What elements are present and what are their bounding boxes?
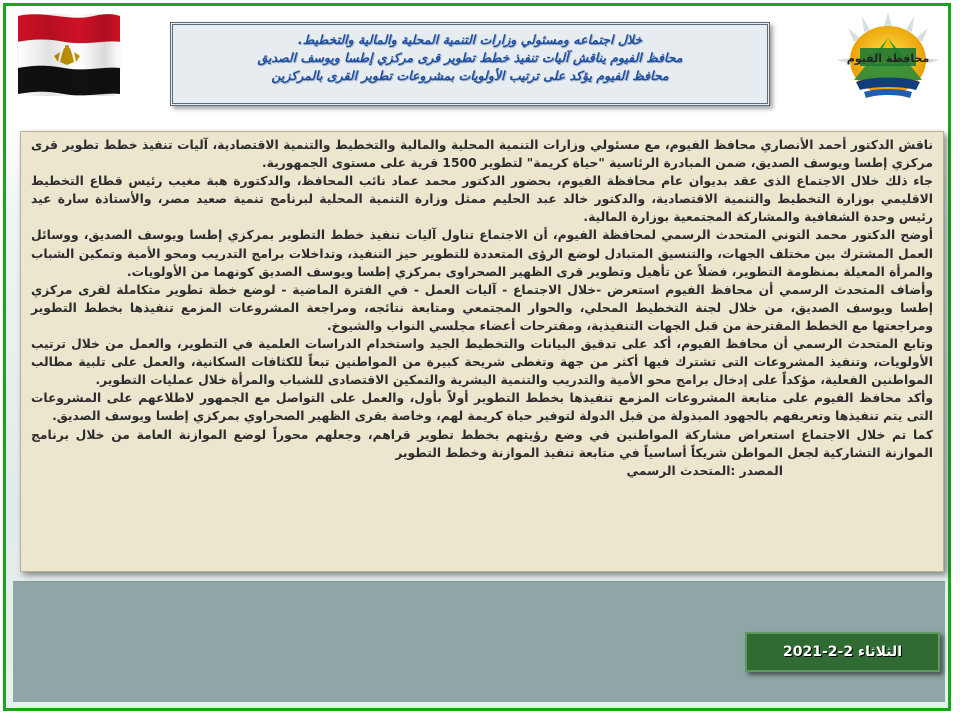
egypt-flag-icon (14, 10, 124, 102)
date-label: الثلاثاء 2-2-2021 (782, 644, 903, 660)
article-paragraph: وأضاف المتحدث الرسمي أن محافظ الفيوم استعرض -خلال الاجتماع - آليات العمل - في الفترة الماضية - لوضع خطة تطوير متكاملة لقرى مركزي إطسا ويوسف الصديق، من خلال لجنة التخطيط المحلي، والحوار المجتمعي ومتابعة نتائجه، ومراجعة المشروعات المزمع تنفيذها بخطط التطوير ومراجعتها مع الخطط المقترحة من قبل الجهات التنفيذية، ومقترحات أعضاء مجلسي النواب والشيوخ. (31, 282, 933, 333)
article-paragraph: أوضح الدكتور محمد التوني المتحدث الرسمي لمحافظة الفيوم، أن الاجتماع تناول آليات تنفيذ خطط التطوير بمركزي إطسا ويوسف الصديق، ووسائل العمل المشترك بين مختلف الجهات، والتنسيق المتبادل لوضع الرؤى المتعددة للتطوير حيز التنفيذ، وتداخلات برامج التدريب ومحو الأمية وتمكين الشباب والمرأة المعيلة بمنظومة التطوير، فضلاً عن تأهيل وتطوير قرى الظهير الصحراوى بمركزي إطسا ويوسف الصديق كونهما من الأولويات. (31, 228, 933, 279)
headline-line-2: محافظ الفيوم يناقش آليات تنفيذ خطط تطوير قرى مركزي إطسا ويوسف الصديق (257, 50, 683, 65)
headline-box (170, 22, 770, 106)
article-paragraph: وأكد محافظ الفيوم على متابعة المشروعات المزمع تنفيذها بخطط التطوير أولاً بأول، والعمل على التواصل مع الجمهور لاطلاعهم على المشروعات التى يتم تنفيذها وتعريفهم بالجهود المبذولة من قبل الدولة لتوفير حياة كريمة لهم، وخاصة بقرى الظهير الصحراوي بمركزي إطسا ويوسف الصديق. (31, 391, 933, 424)
article-body (20, 131, 944, 572)
date-badge (745, 632, 940, 672)
fayoum-governorate-logo-icon (830, 8, 946, 110)
headline-line-3: محافظ الفيوم يؤكد على ترتيب الأولويات بمشروعات تطوير القرى بالمركزين (271, 68, 669, 83)
logo-caption: محافظة الفيوم (846, 52, 930, 65)
article-paragraph: جاء ذلك خلال الاجتماع الذى عقد بديوان عام محافظة الفيوم، بحضور الدكتور محمد عماد نائب المحافظ، والدكتورة هبة مغيب رئيس قطاع التخطيط الاقليمي بوزارة التخطيط والتنمية الاقتصادية، والدكتور خالد عبد الحليم ممثل وزارة التنمية المحلية لبرنامج تنمية صعيد مصر، والأستاذة سارة عيد رئيس وحدة الشفافية والمشاركة المجتمعية بوزارة المالية. (31, 174, 933, 225)
article-source: المصدر :المتحدث الرسمي (626, 463, 783, 478)
article-paragraph: كما تم خلال الاجتماع استعراض مشاركة المواطنين في وضع رؤيتهم بخطط تطوير قراهم، وجعلهم محوراً لوضع الموازنة العامة من خلال برنامج الموازنة التشاركية لجعل المواطن شريكاً أساسياً في متابعة تنفيذ الموازنة وخطط التطوير (31, 427, 933, 460)
headline-line-1: خلال اجتماعه ومسئولي وزارات التنمية المحلية والمالية والتخطيط. (297, 32, 643, 47)
article-paragraph: ناقش الدكتور أحمد الأنصاري محافظ الفيوم، مع مسئولي وزارات التنمية المحلية والمالية والتخطيط والتنمية الاقتصادية، آليات تنفيذ خطط تطوير قرى مركزي إطسا ويوسف الصديق، ضمن المبادرة الرئاسية "حياة كريمة" لتطوير 1500 قرية على مستوى الجمهورية. (31, 138, 933, 171)
article-paragraph: وتابع المتحدث الرسمي أن محافظ الفيوم، أكد على تدقيق البيانات والتخطيط الجيد واستخدام الدراسات العلمية في التطوير، والعمل من خلال ترتيب الأولويات، وتنفيذ المشروعات التى تشترك فيها أكثر من جهة وتغطى شريحة كبيرة من المواطنين تبعاً للكثافات السكانية، والعمل على تلبية مطالب المواطنين الفعلية، مؤكداً على إدخال برامج محو الأمية والتدريب والتنمية البشرية والتمكين الاقتصادى للشباب والمرأة خلال عمليات التطوير. (31, 337, 933, 388)
